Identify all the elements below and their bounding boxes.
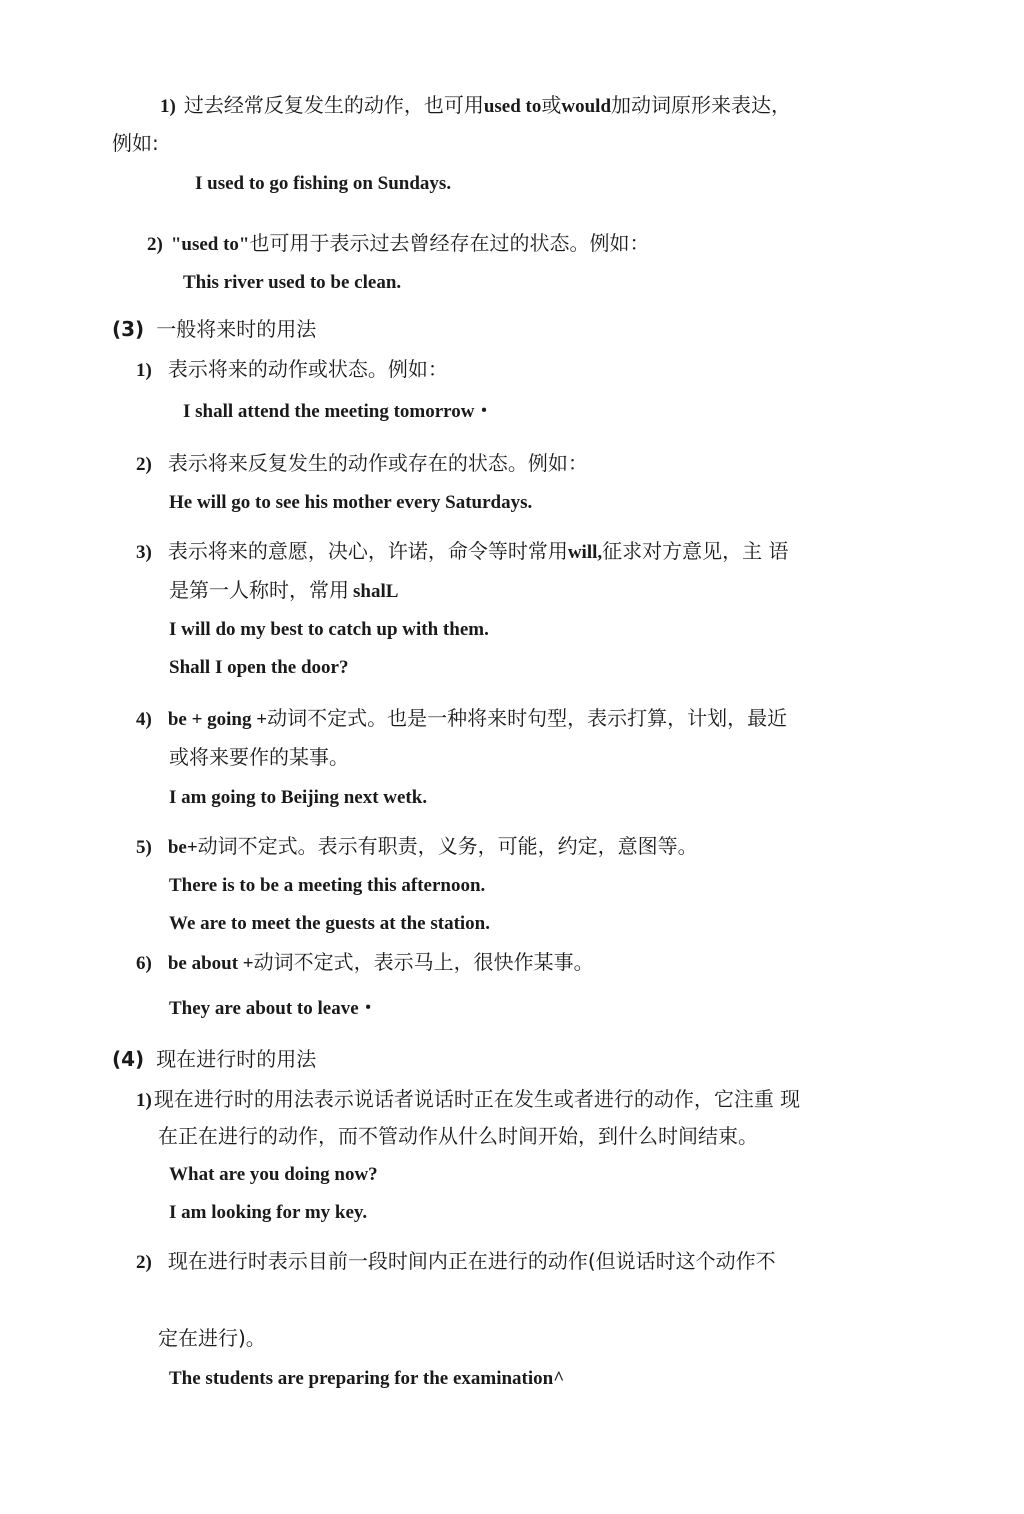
item-number: 2): [136, 454, 152, 475]
section-number: (4): [112, 1047, 145, 1071]
example-sentence: I used to go fishing on Sundays.: [195, 173, 452, 194]
example-sentence: I will do my best to catch up with them.: [169, 619, 489, 640]
item-number: 6): [136, 953, 152, 974]
example-sentence: I shall attend the meeting tomorrow ･: [183, 401, 489, 422]
item-number: 3): [136, 542, 152, 563]
item-line: [136, 833, 698, 861]
item-text: 动词不定式，表示马上，很快作某事。: [253, 950, 594, 974]
section-title: 一般将来时的用法: [156, 317, 317, 341]
item-line: [136, 1248, 776, 1276]
section-heading: [112, 316, 316, 342]
example-sentence: What are you doing now?: [169, 1164, 378, 1185]
item-line: [136, 705, 787, 733]
item-text: 是第一人称时，常用: [169, 578, 349, 602]
item-text: 在正在进行的动作，而不管动作从什么时间开始，到什么时间结束。: [158, 1124, 758, 1148]
item-line: [136, 949, 594, 977]
item-line: [136, 356, 448, 384]
item-line: [169, 577, 398, 605]
item-text: 例如:: [112, 131, 159, 155]
example-sentence: They are about to leave ･: [169, 998, 373, 1019]
item-text: 或将来要作的某事。: [169, 745, 349, 769]
item-number: 1): [136, 360, 152, 381]
item-number: 4): [136, 709, 152, 730]
item-keyword: be about +: [167, 953, 254, 974]
item-keyword: used to: [483, 96, 542, 117]
item-number: 1): [160, 96, 176, 117]
item-number: 2): [136, 1252, 152, 1273]
example-sentence: Shall I open the door?: [169, 657, 349, 678]
item-text: 过去经常反复发生的动作，也可用: [183, 93, 484, 117]
item-text: 或: [541, 93, 562, 117]
item-text: 现在进行时表示目前一段时间内正在进行的动作(但说话时这个动作不: [167, 1249, 776, 1273]
item-keyword: will,: [567, 542, 603, 563]
section-number: (3): [112, 317, 145, 341]
item-keyword: "used to": [170, 234, 250, 255]
item-keyword: be+: [167, 837, 198, 858]
item-line: [136, 538, 789, 566]
item-number: 5): [136, 837, 152, 858]
example-sentence: The students are preparing for the examination^: [169, 1368, 565, 1389]
item-number: 2): [147, 234, 163, 255]
item-text: 动词不定式。表示有职责，义务，可能，约定，意图等。: [197, 834, 698, 858]
item-keyword: be + going +: [167, 709, 268, 730]
item-line: [136, 1086, 800, 1114]
example-sentence: I am looking for my key.: [169, 1202, 368, 1223]
item-keyword: would: [561, 96, 612, 117]
item-text: 表示将来的意愿，决心，许诺，命令等时常用: [167, 539, 568, 563]
item-text: 征求对方意见，主 语: [602, 539, 789, 563]
item-text: 也可用于表示过去曾经存在过的状态。例如：: [249, 231, 650, 255]
section-heading: [112, 1046, 316, 1072]
item-text: 表示将来反复发生的动作或存在的状态。例如：: [167, 451, 588, 475]
item-text: 动词不定式。也是一种将来时句型，表示打算，计划，最近: [267, 706, 788, 730]
item-line: [136, 450, 588, 478]
item-text: 定在进行)。: [158, 1326, 266, 1350]
item-text: 加动词原形来表达，: [611, 93, 792, 117]
example-sentence: He will go to see his mother every Saturdays.: [169, 492, 533, 513]
item-line: [160, 92, 791, 120]
item-text: 现在进行时的用法表示说话者说话时正在发生或者进行的动作，它注重 现: [153, 1087, 801, 1111]
example-sentence: This river used to be clean.: [183, 272, 402, 293]
item-text: 表示将来的动作或状态。例如：: [167, 357, 448, 381]
example-sentence: We are to meet the guests at the station.: [169, 913, 490, 934]
item-line: [147, 230, 649, 258]
item-keyword: shalL: [353, 581, 399, 602]
item-number: 1): [136, 1090, 152, 1111]
section-title: 现在进行时的用法: [156, 1047, 317, 1071]
example-sentence: There is to be a meeting this afternoon.: [169, 875, 486, 896]
example-sentence: I am going to Beijing next wetk.: [169, 787, 428, 808]
